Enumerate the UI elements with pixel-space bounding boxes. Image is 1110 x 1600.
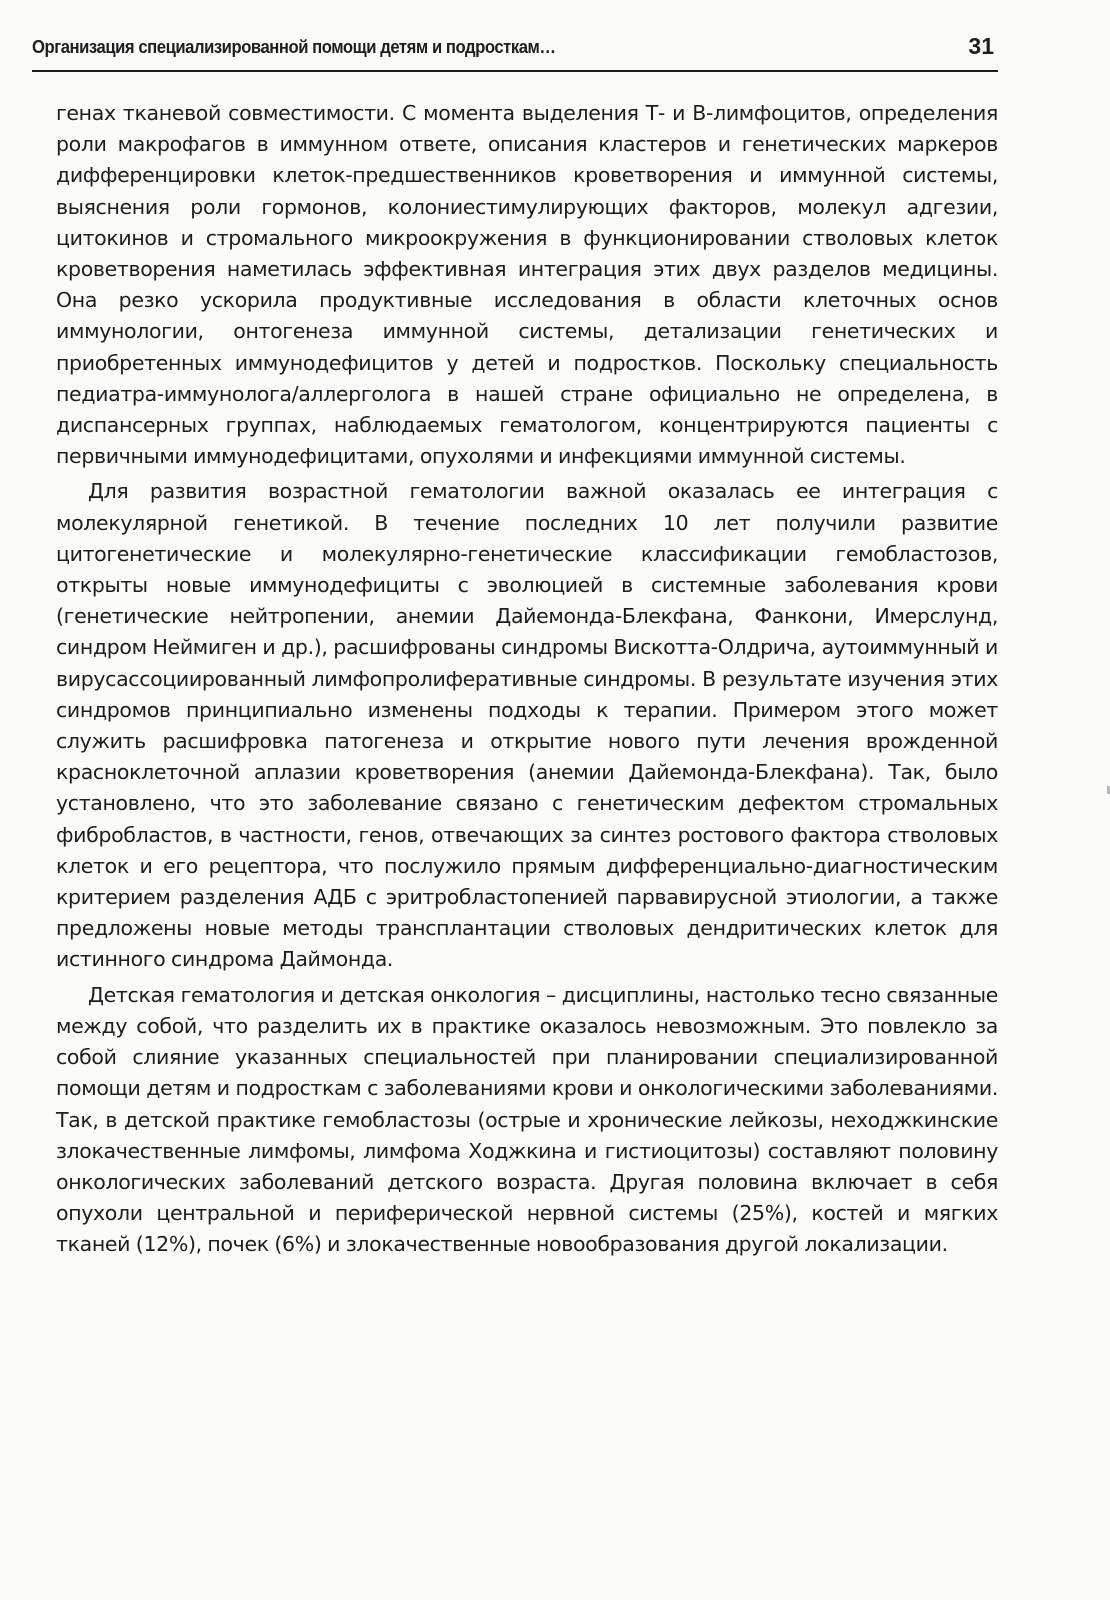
running-header xyxy=(32,30,998,72)
paragraph-3: Детская гематология и детская онкология – дисциплины, настолько тесно связанные между собой, что разделить их в практике оказалось невозможным. Это повлекло за собой слияние указанных специальностей при планировании специализированной помощи детям и подросткам с заболеваниями крови и онкологическими заболеваниями. Так, в детской практике гемобластозы (острые и хронические лейкозы, неходжкинские злокачественные лимфомы, лимфома Ходжкина и гистиоцитозы) составляют половину онкологических заболеваний детского возраста. Другая половина включает в себя опухоли центральной и периферической нервной системы (25%), костей и мягких тканей (12%), почек (6%) и злокачественные новообразования другой локализации. xyxy=(56,982,998,1257)
paragraph-2: Для развития возрастной гематологии важной оказалась ее интеграция с молекулярной генетикой. В течение последних 10 лет получили развитие цитогенетические и молекулярно-генетические классификации гемобластозов, открыты новые иммунодефициты с эволюцией в системные заболевания крови (генетические нейтропении, анемии Дайемонда-Блекфана, Фанкони, Имерслунд, синдром Неймиген и др.), расшифрованы синдромы Вискотта-Олдрича, аутоиммунный и вирусассоциированный лимфопролиферативные синдромы. В результате изучения этих синдромов принципиально изменены подходы к терапии. Примером этого может служить расшифровка патогенеза и открытие нового пути лечения врожденной красноклеточной аплазии кроветворения (анемии Дайемонда-Блекфана). Так, было установлено, что это заболевание связано с генетическим дефектом стромальных фибробластов, в частности, генов, отвечающих за синтез ростового фактора стволовых клеток и его рецептора, что послужило прямым дифференциально-диагностическим критерием разделения АДБ с эритробластопенией парвавирусной этиологии, а также предложены новые методы трансплантации стволовых дендритических клеток для истинного синдрома Даймонда. xyxy=(56,479,998,972)
header-title: Организация специализированной помощи детям и подросткам… xyxy=(32,36,556,57)
paragraph-1: генах тканевой совместимости. С момента выделения Т- и В-лимфоцитов, определения роли макрофагов в иммунном ответе, описания кластеров и генетических маркеров дифференцировки клеток-предшественников кроветворения и иммунной системы, выяснения роли гормонов, колониестимулирующих факторов, молекул адгезии, цитокинов и стромального микроокружения в функционировании стволовых клеток кроветворения наметилась эффективная интеграция этих двух разделов медицины. Она резко ускорила продуктивные исследования в области клеточных основ иммунологии, онтогенеза иммунной системы, детализации генетических и приобретенных иммунодефицитов у детей и подростков. Поскольку специальность педиатра-иммунолога/аллерголога в нашей стране официально не определена, в диспансерных группах, наблюдаемых гематологом, концентрируются пациенты с первичными иммунодефицитами, опухолями и инфекциями иммунной системы. xyxy=(56,101,998,469)
body-text xyxy=(56,98,998,1265)
page-number: 31 xyxy=(968,33,994,59)
